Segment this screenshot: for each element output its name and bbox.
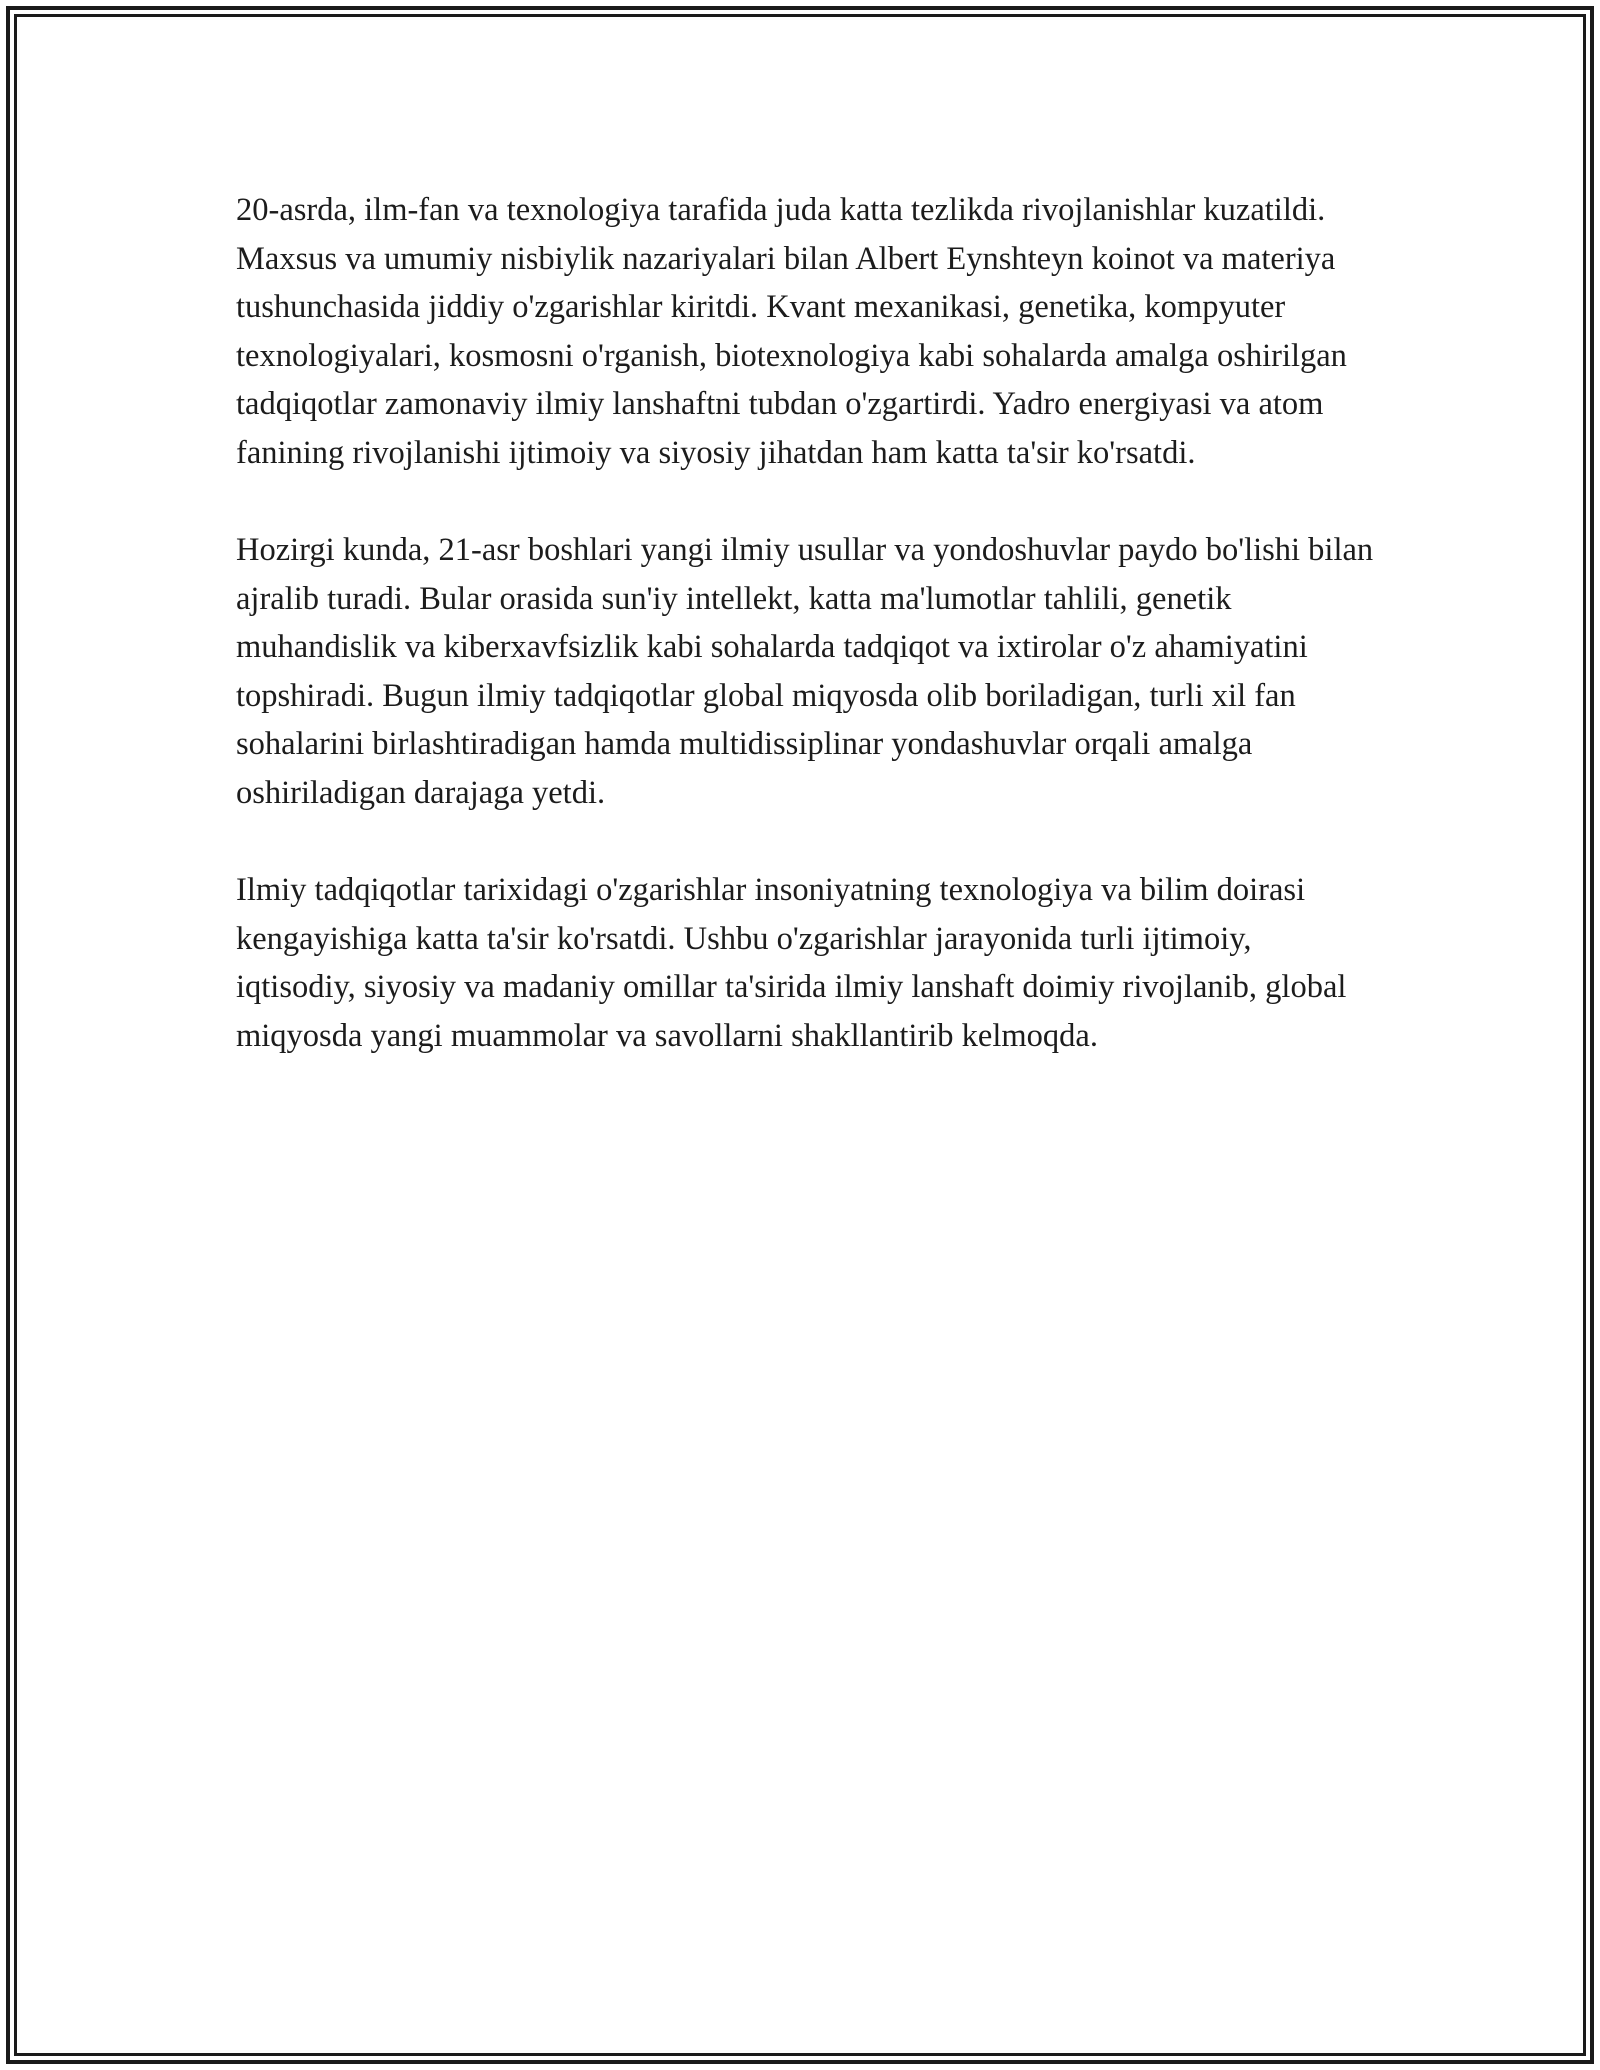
paragraph-3: Ilmiy tadqiqotlar tarixidagi o'zgarishlar insoniyatning texnologiya va bilim doirasi kengayishiga katta ta'sir ko'rsatdi. Ushbu o'zgarishlar jarayonida turli ijtimoiy, iqtisodiy, siyosiy va madaniy omillar ta'sirida ilmiy lanshaft doimiy rivojlanib, global miqyosda yangi muammolar va savollarni shakllantirib kelmoqda. — [236, 872, 1347, 1054]
paragraph-1: 20-asrda, ilm-fan va texnologiya tarafida juda katta tezlikda rivojlanishlar kuzatildi. Maxsus va umumiy nisbiylik nazariyalari bilan Albert Eynshteyn koinot va materiya tushunchasida jiddiy o'zgarishlar kiritdi. Kvant mexanikasi, genetika, kompyuter texnologiyalari, kosmosni o'rganish, biotexnologiya kabi sohalarda amalga oshirilgan tadqiqotlar zamonaviy ilmiy lanshaftni tubdan o'zgartirdi. Yadro energiyasi va atom fanining rivojlanishi ijtimoiy va siyosiy jihatdan ham katta ta'sir ko'rsatdi. — [236, 192, 1347, 471]
document-body — [236, 186, 1376, 1109]
paragraph-2: Hozirgi kunda, 21-asr boshlari yangi ilmiy usullar va yondoshuvlar paydo bo'lishi bilan ajralib turadi. Bular orasida sun'iy intellekt, katta ma'lumotlar tahlili, genetik muhandislik va kiberxavfsizlik kabi sohalarda tadqiqot va ixtirolar o'z ahamiyatini topshiradi. Bugun ilmiy tadqiqotlar global miqyosda olib boriladigan, turli xil fan sohalarini birlashtiradigan hamda multidissiplinar yondashuvlar orqali amalga oshiriladigan darajaga yetdi. — [236, 532, 1374, 811]
